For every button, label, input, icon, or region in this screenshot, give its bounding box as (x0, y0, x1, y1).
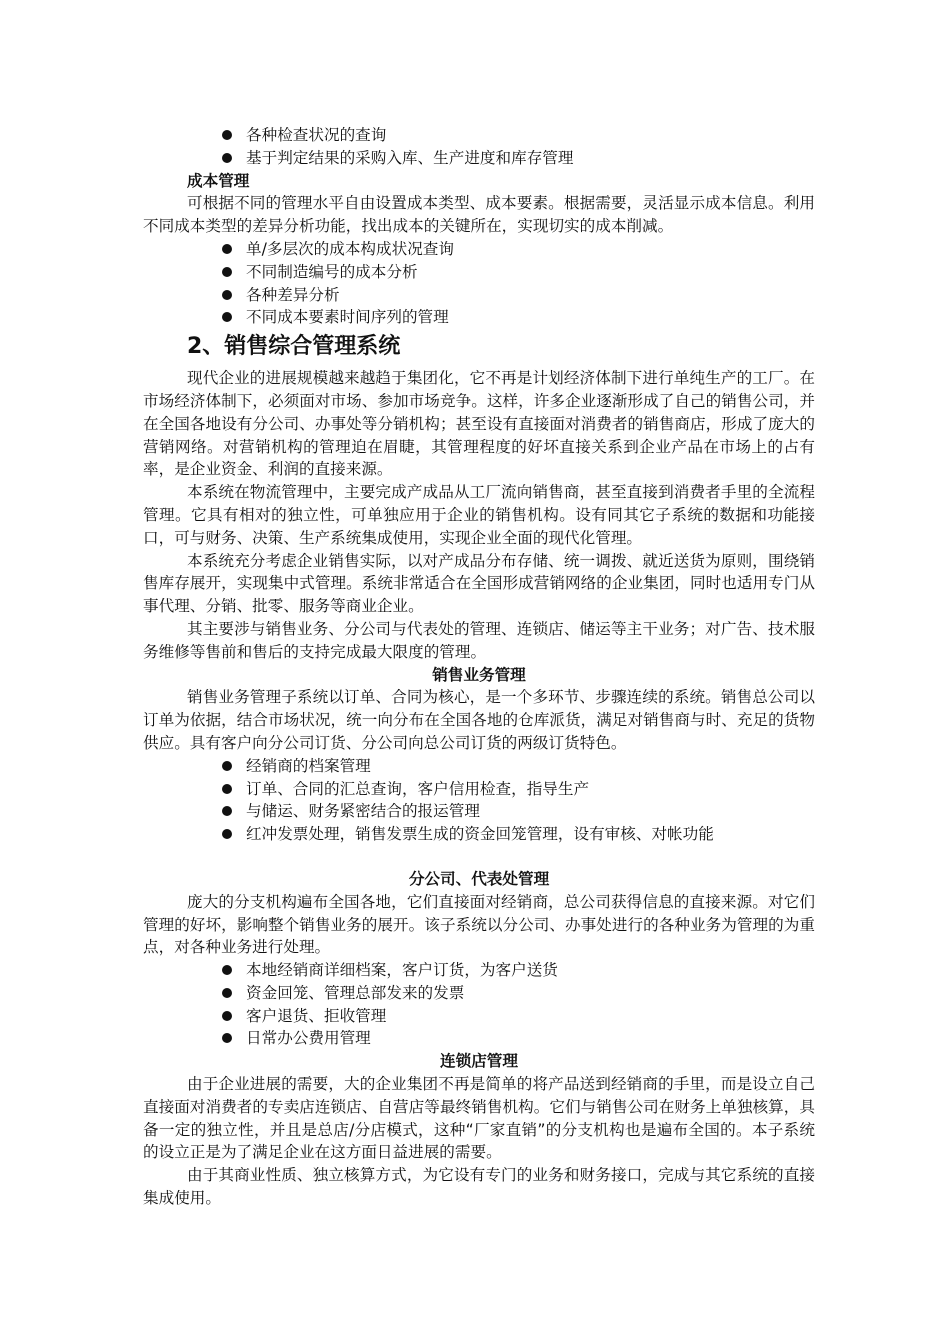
chain-store-interface-paragraph: 由于其商业性质、独立核算方式，为它设有专门的业务和财务接口，完成与其它系统的直接集成使用。 (143, 1166, 815, 1208)
list-item: 单/多层次的成本构成状况查询 (143, 238, 815, 261)
list-item: 各种差异分析 (143, 284, 815, 307)
list-item: 经销商的档案管理 (143, 755, 815, 778)
sales-business-description: 销售业务管理子系统以订单、合同为核心，是一个多环节、步骤连续的系统。销售总公司以订单为依据，结合市场状况，统一向分布在全国各地的仓库派货，满足对销售商与时、充足的货物供应。具有客户向分公司订货、分公司向总公司订货的两级订货特色。 (143, 688, 815, 752)
chain-store-heading: 连锁店管理 (440, 1052, 518, 1071)
chain-store-paragraph: 由于企业进展的需要，大的企业集团不再是简单的将产品送到经销商的手里，而是设立自己直接面对消费者的专卖店连锁店、自营店等最终销售机构。它们与销售公司在财务上单独核算，具备一定的独立性，并且是总店/分店模式，这种“厂家直销”的分支机构也是遍布全国的。本子系统的设立正是为了满足企业在这方面日益进展的需要。 (143, 1075, 815, 1162)
cost-bullet-list (143, 238, 815, 329)
sales-scope-paragraph: 本系统在物流管理中，主要完成产成品从工厂流向销售商，甚至直接到消费者手里的全流程管理。它具有相对的独立性，可单独应用于企业的销售机构。设有同其它子系统的数据和功能接口，可与财务、决策、生产系统集成使用，实现企业全面的现代化管理。 (143, 483, 815, 547)
cost-management-paragraph: 可根据不同的管理水平自由设置成本类型、成本要素。根据需要，灵活显示成本信息。利用不同成本类型的差异分析功能，找出成本的关键所在，实现切实的成本削减。 (143, 194, 815, 236)
sales-intro-paragraph: 现代企业的进展规模越来越趋于集团化，它不再是计划经济体制下进行单纯生产的工厂。在市场经济体制下，必须面对市场、参加市场竞争。这样，许多企业逐渐形成了自己的销售公司，并在全国各地设有分公司、办事处等分销机构；甚至设有直接面对消费者的销售商店，形成了庞大的营销网络。对营销机构的管理迫在眉睫，其管理程度的好坏直接关系到企业产品在市场上的占有率，是企业资金、利润的直接来源。 (143, 369, 815, 479)
list-item: 资金回笼、管理总部发来的发票 (143, 982, 815, 1005)
section-title: 2、销售综合管理系统 (187, 334, 401, 360)
list-item: 各种检查状况的查询 (143, 124, 815, 147)
list-item: 本地经销商详细档案，客户订货，为客户送货 (143, 959, 815, 982)
branch-heading: 分公司、代表处管理 (408, 869, 550, 888)
list-item: 红冲发票处理，销售发票生成的资金回笼管理，设有审核、对帐功能 (143, 823, 815, 846)
inspection-bullet-list (143, 124, 815, 170)
sales-business-bullet-list (143, 755, 815, 846)
list-item: 与储运、财务紧密结合的报运管理 (143, 800, 815, 823)
sales-principle-paragraph: 本系统充分考虑企业销售实际，以对产成品分布存储、统一调拨、就近送货为原则，围绕销售库存展开，实现集中式管理。系统非常适合在全国形成营销网络的企业集团，同时也适用专门从事代理、分销、批零、服务等商业企业。 (143, 551, 815, 616)
sales-business-paragraph: 其主要涉与销售业务、分公司与代表处的管理、连锁店、储运等主干业务；对广告、技术服务维修等售前和售后的支持完成最大限度的管理。 (143, 619, 815, 661)
branch-paragraph: 庞大的分支机构遍布全国各地，它们直接面对经销商，总公司获得信息的直接来源。对它们管理的好坏，影响整个销售业务的展开。该子系统以分公司、办事处进行的各种业务为管理的为重点，对各种业务进行处理。 (143, 892, 815, 957)
sales-business-heading: 销售业务管理 (432, 665, 526, 684)
cost-management-heading: 成本管理 (187, 171, 250, 190)
list-item: 不同制造编号的成本分析 (143, 261, 815, 284)
document-page (143, 124, 815, 1210)
list-item: 日常办公费用管理 (143, 1027, 815, 1050)
list-item: 不同成本要素时间序列的管理 (143, 306, 815, 329)
blank-line (143, 846, 815, 868)
branch-bullet-list (143, 959, 815, 1050)
list-item: 订单、合同的汇总查询，客户信用检查，指导生产 (143, 778, 815, 801)
list-item: 基于判定结果的采购入库、生产进度和库存管理 (143, 147, 815, 170)
list-item: 客户退货、拒收管理 (143, 1005, 815, 1028)
